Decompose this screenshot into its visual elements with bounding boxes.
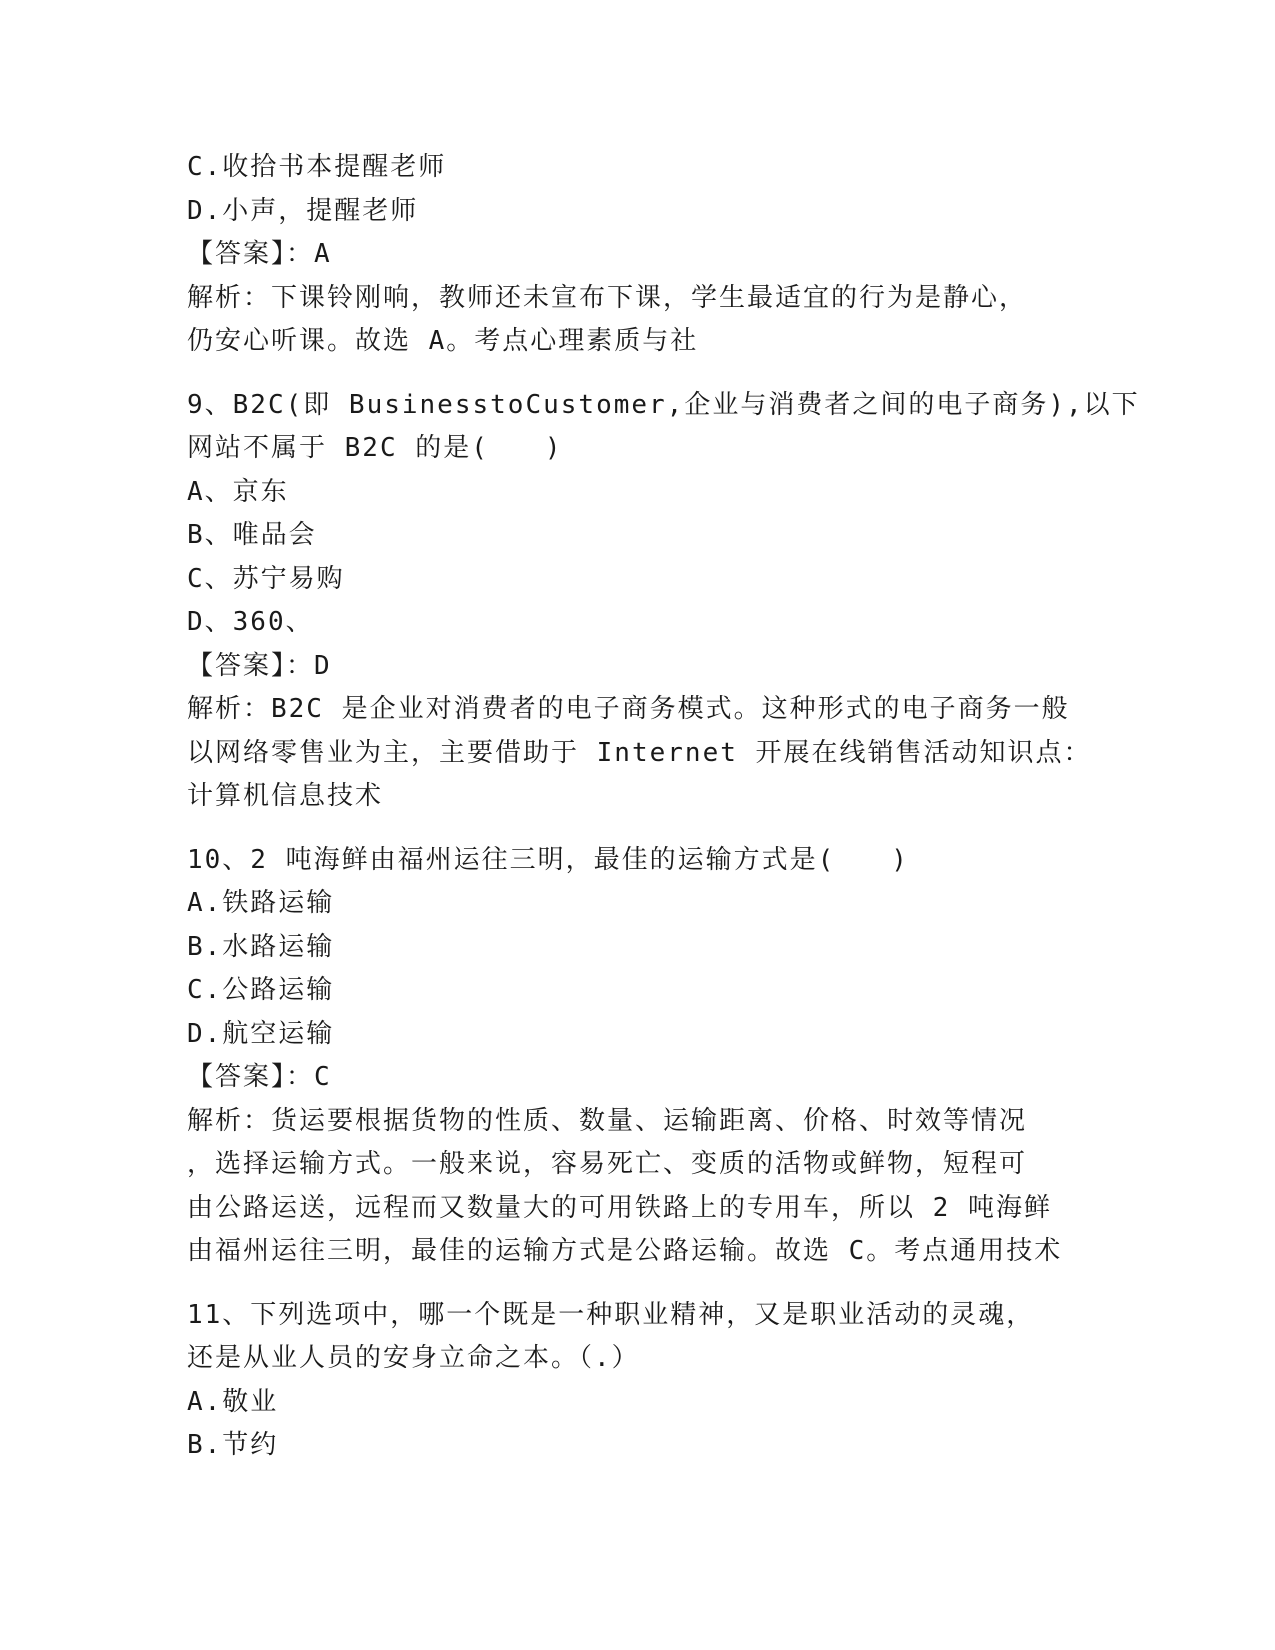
option-b: B.节约 bbox=[187, 1430, 279, 1460]
option-c: C.公路运输 bbox=[187, 975, 335, 1005]
question-text: 11、下列选项中，哪一个既是一种职业精神，又是职业活动的灵魂， bbox=[187, 1299, 1035, 1330]
question-block-11 bbox=[187, 1294, 1087, 1468]
analysis-line: 计算机信息技术 bbox=[187, 781, 384, 811]
answer: 【答案】：A bbox=[187, 239, 332, 269]
answer: 【答案】：D bbox=[187, 650, 332, 681]
question-block-10 bbox=[187, 839, 1087, 1274]
analysis-line: 解析：B2C 是企业对消费者的电子商务模式。这种形式的电子商务一般 bbox=[187, 694, 1070, 724]
option-d: D.航空运输 bbox=[187, 1018, 335, 1049]
analysis-line: 仍安心听课。故选 A。考点心理素质与社 bbox=[187, 326, 699, 356]
page-content bbox=[187, 146, 1140, 1468]
question-text: 9、B2C(即 BusinesstoCustomer,企业与消费者之间的电子商务),以下 bbox=[187, 389, 1140, 420]
answer: 【答案】：C bbox=[187, 1062, 332, 1092]
option-c: C.收拾书本提醒老师 bbox=[187, 152, 447, 182]
question-text: 10、2 吨海鲜由福州运往三明，最佳的运输方式是( ) bbox=[187, 844, 909, 875]
analysis-line: 解析：下课铃刚响，教师还未宣布下课，学生最适宜的行为是静心， bbox=[187, 282, 1028, 313]
option-a: A.铁路运输 bbox=[187, 888, 335, 918]
question-text: 还是从业人员的安身立命之本。（.） bbox=[187, 1343, 640, 1373]
option-b: B、唯品会 bbox=[187, 520, 317, 550]
question-block-8-tail bbox=[187, 146, 1087, 364]
option-a: A.敬业 bbox=[187, 1386, 279, 1417]
option-c: C、苏宁易购 bbox=[187, 563, 345, 594]
option-a: A、京东 bbox=[187, 476, 289, 507]
analysis-line: ，选择运输方式。一般来说，容易死亡、变质的活物或鲜物，短程可 bbox=[187, 1149, 1028, 1179]
analysis-line: 以网络零售业为主，主要借助于 Internet 开展在线销售活动知识点： bbox=[187, 737, 1092, 768]
option-d: D.小声，提醒老师 bbox=[187, 195, 419, 226]
option-b: B.水路运输 bbox=[187, 931, 335, 962]
option-d: D、360、 bbox=[187, 607, 314, 637]
question-text: 网站不属于 B2C 的是( ) bbox=[187, 433, 563, 463]
analysis-line: 由公路运送，远程而又数量大的可用铁路上的专用车，所以 2 吨海鲜 bbox=[187, 1192, 1052, 1223]
analysis-line: 由福州运往三明，最佳的运输方式是公路运输。故选 C。考点通用技术 bbox=[187, 1236, 1063, 1266]
question-block-9 bbox=[187, 384, 1140, 819]
analysis-line: 解析：货运要根据货物的性质、数量、运输距离、价格、时效等情况 bbox=[187, 1105, 1028, 1136]
